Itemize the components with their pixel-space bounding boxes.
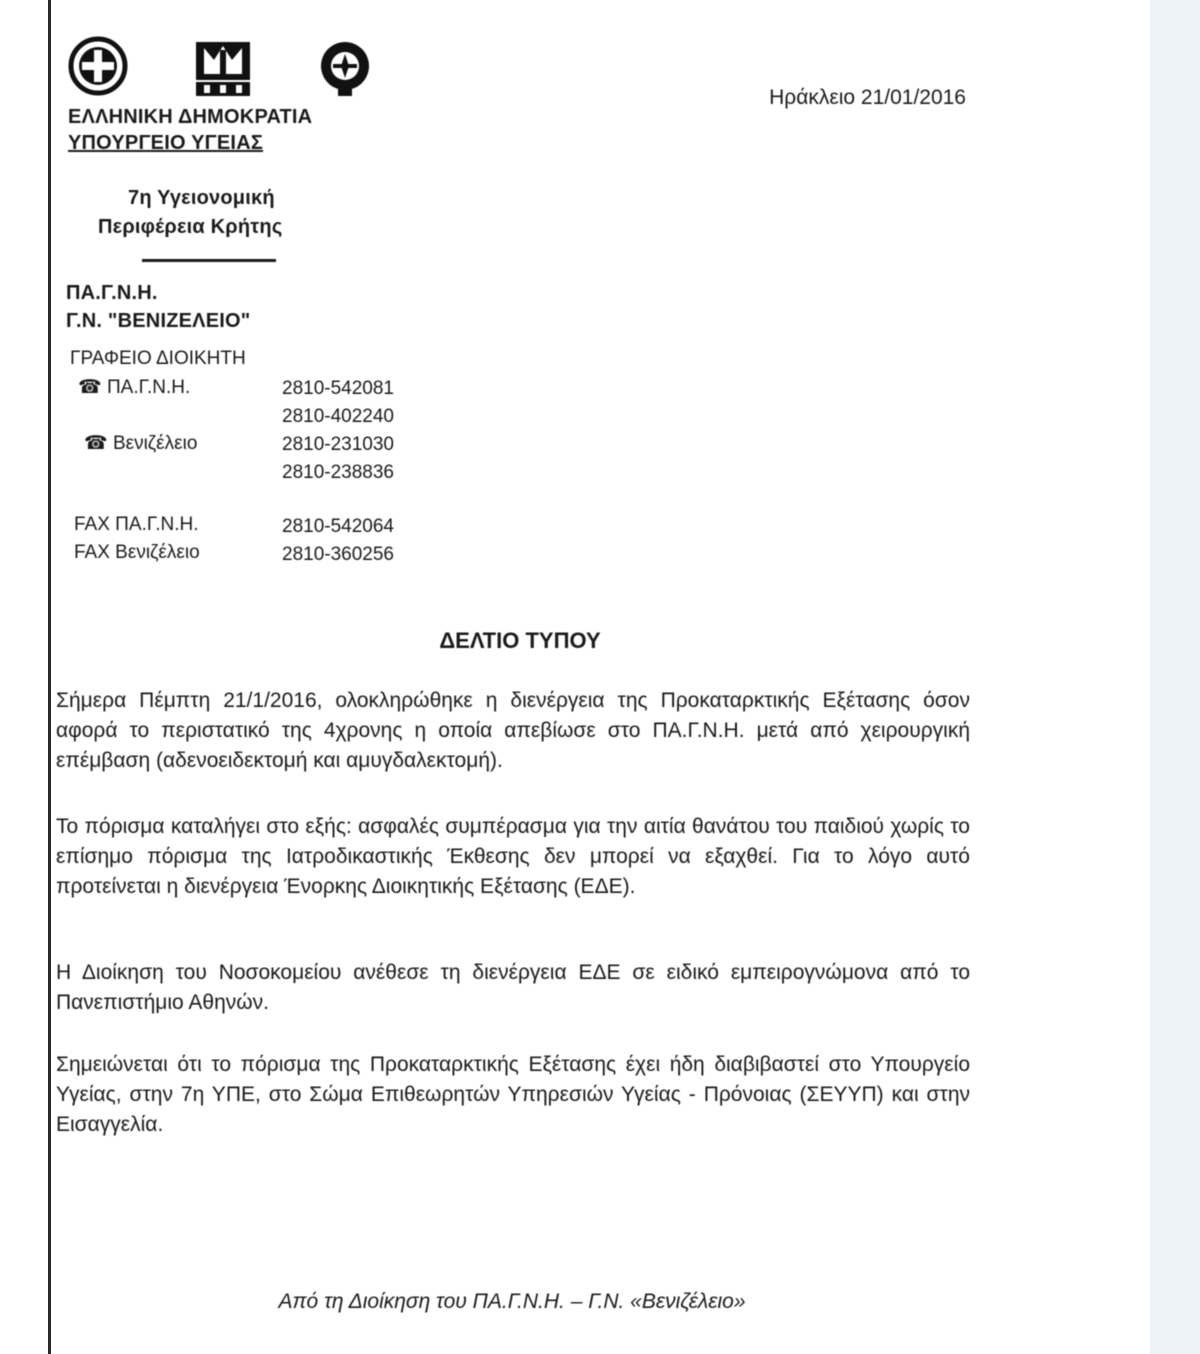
- health-region-line1: 7η Υγειονομική: [128, 187, 275, 209]
- pagni-phone-1: 2810-542081: [282, 378, 394, 399]
- venizeleio-phone-label: ☎ Βενιζέλειο: [84, 433, 198, 454]
- health-region-line2: Περιφέρεια Κρήτης: [98, 216, 283, 238]
- document-date: Ηράκλειο 21/01/2016: [769, 86, 966, 109]
- body-paragraph-1: Σήμερα Πέμπτη 21/1/2016, ολοκληρώθηκε η διενέργεια της Προκαταρκτικής Εξέτασης όσον αφορά το περιστατικό της 4χρονης η οποία απεβίωσε στο ΠΑ.Γ.Ν.Η. μετά από χειρουργική επέμβαση (αδενοειδεκτομή και αμυγδαλεκτομή).: [56, 689, 970, 772]
- body-paragraph-3: Η Διοίκηση του Νοσοκομείου ανέθεσε τη διενέργεια ΕΔΕ σε ειδικό εμπειρογνώμονα από το Πανεπιστήμιο Αθηνών.: [56, 961, 970, 1014]
- viewer-side-panel: [1150, 0, 1200, 1354]
- office-heading: ΓΡΑΦΕΙΟ ΔΙΟΙΚΗΤΗ: [70, 348, 246, 369]
- fax-pagni-number: 2810-542064: [282, 516, 394, 537]
- venizeleio-phone-2: 2810-238836: [282, 462, 394, 483]
- pagni-phone-label: ☎ ΠΑ.Γ.Ν.Η.: [78, 377, 191, 398]
- fax-venizeleio-number: 2810-360256: [282, 544, 394, 565]
- fax-pagni-label: FAX ΠΑ.Γ.Ν.Η.: [74, 514, 199, 535]
- fax-venizeleio-label: FAX Βενιζέλειο: [74, 542, 200, 563]
- organization-line2: Γ.Ν. "ΒΕΝΙΖΕΛΕΙΟ": [66, 310, 251, 332]
- regional-emblem-icon: [316, 38, 374, 98]
- header-divider: [142, 259, 276, 262]
- pagni-phone-2: 2810-402240: [282, 406, 394, 427]
- greek-emblem-icon: [68, 36, 128, 96]
- document-title: ΔΕΛΤΙΟ ΤΥΠΟΥ: [439, 628, 601, 653]
- body-paragraph-4: Σημειώνεται ότι το πόρισμα της Προκαταρκτικής Εξέτασης έχει ήδη διαβιβαστεί στο Υπουργείο Υγείας, στην 7η ΥΠΕ, στο Σώμα Επιθεωρητών Υπηρεσιών Υγείας - Πρόνοιας (ΣΕΥΥΠ) και στην Εισαγγελία.: [56, 1053, 970, 1136]
- page-left-edge: [48, 0, 51, 1354]
- body-paragraph-2: Το πόρισμα καταλήγει στο εξής: ασφαλές συμπέρασμα για την αιτία θανάτου του παιδιού χωρίς το επίσημο πόρισμα της Ιατροδικαστικής Έκθεσης δεν μπορεί να εξαχθεί. Για το λόγο αυτό προτείνεται η διενέργεια Ένορκης Διοικητικής Εξέτασης (ΕΔΕ).: [56, 815, 970, 898]
- ministry-name: ΥΠΟΥΡΓΕΙΟ ΥΓΕΙΑΣ: [68, 132, 264, 154]
- country-name: ΕΛΛΗΝΙΚΗ ΔΗΜΟΚΡΑΤΙΑ: [68, 106, 313, 128]
- hospital-emblem-icon: [192, 40, 254, 98]
- organization-line1: ΠΑ.Γ.Ν.Η.: [66, 282, 158, 304]
- venizeleio-phone-1: 2810-231030: [282, 434, 394, 455]
- signature-line: Από τη Διοίκηση του ΠΑ.Γ.Ν.Η. – Γ.Ν. «Βενιζέλειο»: [278, 1290, 746, 1313]
